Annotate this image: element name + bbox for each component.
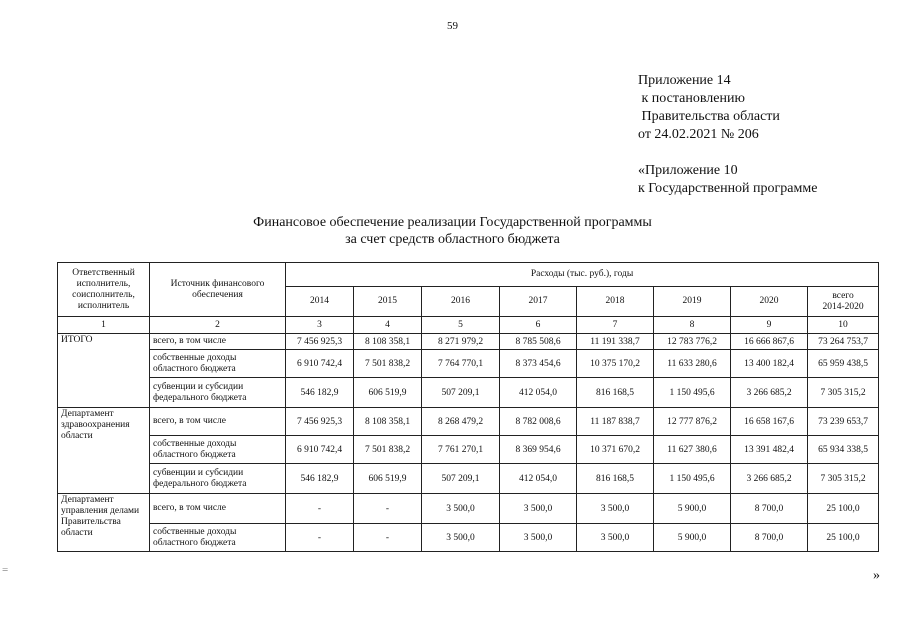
column-number: 2 <box>150 317 286 334</box>
value-cell: 13 400 182,4 <box>731 350 808 378</box>
value-cell: 606 519,9 <box>354 464 422 494</box>
value-cell: 816 168,5 <box>577 378 654 408</box>
value-cell: 3 500,0 <box>577 494 654 524</box>
value-cell: - <box>286 524 354 552</box>
header-year: 2014 <box>286 287 354 317</box>
value-cell: 7 764 770,1 <box>422 350 500 378</box>
source-cell: собственные доходы областного бюджета <box>150 524 286 552</box>
header-year: 2016 <box>422 287 500 317</box>
table-row <box>58 464 879 494</box>
title-line: за счет средств областного бюджета <box>345 232 560 247</box>
value-cell: - <box>286 494 354 524</box>
value-cell: 16 666 867,6 <box>731 334 808 350</box>
appendix-line: Правительства области <box>638 109 780 124</box>
header-executor: Ответственный исполнитель, соисполнитель, исполнитель <box>58 263 150 317</box>
value-cell: 16 658 167,6 <box>731 408 808 436</box>
margin-mark: = <box>2 564 9 576</box>
source-cell: собственные доходы областного бюджета <box>150 436 286 464</box>
value-cell: 1 150 495,6 <box>654 464 731 494</box>
source-cell: всего, в том числе <box>150 408 286 436</box>
appendix-line: к Государственной программе <box>638 181 818 196</box>
header-year: 2018 <box>577 287 654 317</box>
appendix-line: «Приложение 10 <box>638 163 738 178</box>
value-cell: 8 369 954,6 <box>500 436 577 464</box>
value-cell: 73 239 653,7 <box>808 408 879 436</box>
source-cell: субвенции и субсидии федерального бюджета <box>150 378 286 408</box>
value-cell: 412 054,0 <box>500 378 577 408</box>
value-cell: 11 187 838,7 <box>577 408 654 436</box>
value-cell: 12 783 776,2 <box>654 334 731 350</box>
value-cell: 11 627 380,6 <box>654 436 731 464</box>
value-cell: 25 100,0 <box>808 524 879 552</box>
value-cell: 7 305 315,2 <box>808 464 879 494</box>
table-row <box>58 436 879 464</box>
source-cell: субвенции и субсидии федерального бюджета <box>150 464 286 494</box>
value-cell: 1 150 495,6 <box>654 378 731 408</box>
appendix-line: Приложение 14 <box>638 73 731 88</box>
value-cell: 3 266 685,2 <box>731 378 808 408</box>
table-row <box>58 334 879 350</box>
value-cell: 7 456 925,3 <box>286 408 354 436</box>
header-year: 2017 <box>500 287 577 317</box>
closing-quote-mark: » <box>873 568 880 583</box>
value-cell: 11 633 280,6 <box>654 350 731 378</box>
value-cell: 7 501 838,2 <box>354 436 422 464</box>
value-cell: - <box>354 494 422 524</box>
column-number: 1 <box>58 317 150 334</box>
value-cell: 3 500,0 <box>422 494 500 524</box>
value-cell: 7 305 315,2 <box>808 378 879 408</box>
header-total-line: всего <box>832 290 854 301</box>
header-total <box>808 287 879 317</box>
value-cell: 8 268 479,2 <box>422 408 500 436</box>
value-cell: 11 191 338,7 <box>577 334 654 350</box>
header-expenses: Расходы (тыс. руб.), годы <box>286 263 879 287</box>
value-cell: 3 500,0 <box>422 524 500 552</box>
executor-cell: Департамент здравоохранения области <box>58 408 150 494</box>
header-source: Источник финансового обеспечения <box>150 263 286 317</box>
table-row <box>58 378 879 408</box>
column-number: 4 <box>354 317 422 334</box>
column-number: 6 <box>500 317 577 334</box>
value-cell: 5 900,0 <box>654 494 731 524</box>
value-cell: 7 456 925,3 <box>286 334 354 350</box>
source-cell: всего, в том числе <box>150 494 286 524</box>
value-cell: 12 777 876,2 <box>654 408 731 436</box>
column-number: 10 <box>808 317 879 334</box>
appendix-line: от 24.02.2021 № 206 <box>638 127 759 142</box>
header-total-line: 2014-2020 <box>822 301 864 312</box>
table-row <box>58 494 879 524</box>
column-number: 7 <box>577 317 654 334</box>
column-number: 8 <box>654 317 731 334</box>
page-number: 59 <box>447 20 458 32</box>
table-row <box>58 524 879 552</box>
document-title <box>0 214 905 248</box>
value-cell: 546 182,9 <box>286 378 354 408</box>
value-cell: 65 934 338,5 <box>808 436 879 464</box>
value-cell: 7 761 270,1 <box>422 436 500 464</box>
value-cell: 8 782 008,6 <box>500 408 577 436</box>
value-cell: 546 182,9 <box>286 464 354 494</box>
executor-cell: Департамент управления делами Правительства области <box>58 494 150 552</box>
column-number: 3 <box>286 317 354 334</box>
value-cell: 3 500,0 <box>500 494 577 524</box>
value-cell: 8 700,0 <box>731 494 808 524</box>
value-cell: 8 700,0 <box>731 524 808 552</box>
table-row <box>58 350 879 378</box>
value-cell: 13 391 482,4 <box>731 436 808 464</box>
header-year: 2019 <box>654 287 731 317</box>
table-row <box>58 408 879 436</box>
value-cell: 507 209,1 <box>422 464 500 494</box>
column-number-row <box>58 317 879 334</box>
source-cell: всего, в том числе <box>150 334 286 350</box>
title-line: Финансовое обеспечение реализации Государственной программы <box>253 215 652 230</box>
value-cell: - <box>354 524 422 552</box>
value-cell: 3 266 685,2 <box>731 464 808 494</box>
value-cell: 3 500,0 <box>500 524 577 552</box>
value-cell: 10 375 170,2 <box>577 350 654 378</box>
executor-cell: ИТОГО <box>58 334 150 408</box>
value-cell: 8 271 979,2 <box>422 334 500 350</box>
column-number: 9 <box>731 317 808 334</box>
finance-table <box>57 262 879 552</box>
value-cell: 73 264 753,7 <box>808 334 879 350</box>
value-cell: 8 785 508,6 <box>500 334 577 350</box>
column-number: 5 <box>422 317 500 334</box>
source-cell: собственные доходы областного бюджета <box>150 350 286 378</box>
value-cell: 8 108 358,1 <box>354 334 422 350</box>
value-cell: 6 910 742,4 <box>286 436 354 464</box>
value-cell: 412 054,0 <box>500 464 577 494</box>
value-cell: 6 910 742,4 <box>286 350 354 378</box>
value-cell: 816 168,5 <box>577 464 654 494</box>
value-cell: 65 959 438,5 <box>808 350 879 378</box>
appendix-block <box>638 72 817 198</box>
value-cell: 8 108 358,1 <box>354 408 422 436</box>
value-cell: 8 373 454,6 <box>500 350 577 378</box>
value-cell: 606 519,9 <box>354 378 422 408</box>
value-cell: 507 209,1 <box>422 378 500 408</box>
value-cell: 3 500,0 <box>577 524 654 552</box>
value-cell: 5 900,0 <box>654 524 731 552</box>
header-year: 2015 <box>354 287 422 317</box>
value-cell: 10 371 670,2 <box>577 436 654 464</box>
appendix-line: к постановлению <box>638 91 745 106</box>
value-cell: 7 501 838,2 <box>354 350 422 378</box>
value-cell: 25 100,0 <box>808 494 879 524</box>
header-year: 2020 <box>731 287 808 317</box>
